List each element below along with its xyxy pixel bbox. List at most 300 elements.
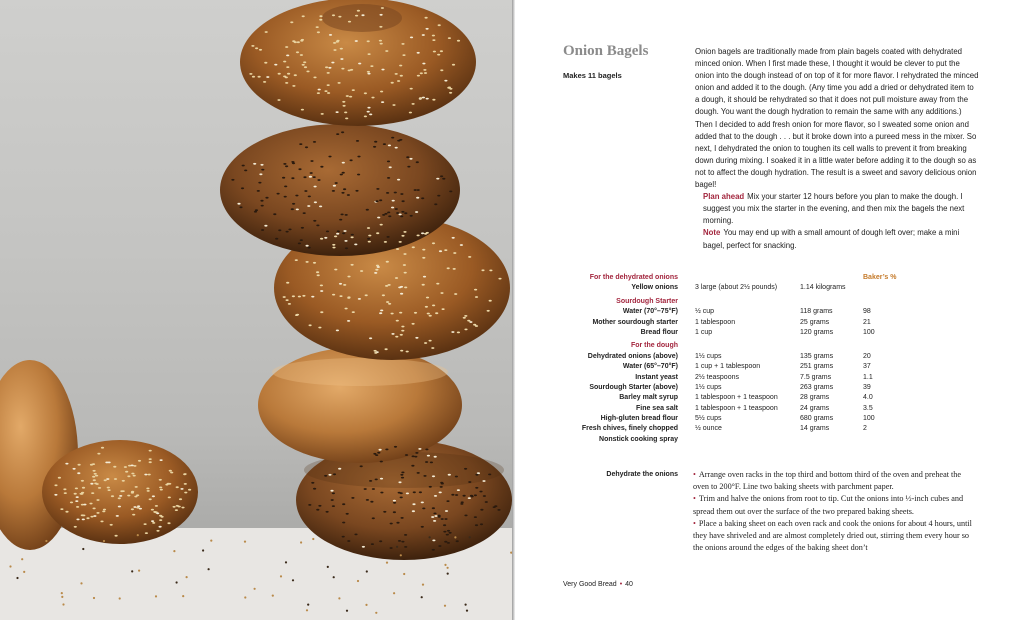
- seed-speck: [74, 493, 77, 495]
- seed-speck: [161, 516, 164, 518]
- seed-speck: [423, 276, 426, 278]
- ingredient-row: [515, 318, 1024, 328]
- recipe-intro: [695, 46, 979, 252]
- seed-speck: [291, 161, 294, 163]
- seed-speck: [400, 75, 403, 77]
- ingredient-row: [515, 393, 1024, 403]
- seed-speck: [367, 40, 370, 42]
- ingredient-volume: 5½ cups: [695, 415, 722, 423]
- seed-speck: [316, 509, 319, 511]
- seed-speck: [114, 478, 117, 480]
- scattered-seed: [103, 540, 105, 542]
- seed-speck: [242, 165, 245, 167]
- seed-speck: [76, 506, 79, 508]
- seed-speck: [400, 492, 403, 494]
- seed-speck: [432, 540, 435, 542]
- seed-speck: [402, 54, 405, 56]
- seed-speck: [341, 214, 344, 216]
- seed-speck: [184, 483, 187, 485]
- seed-speck: [309, 324, 312, 326]
- seed-speck: [108, 462, 111, 464]
- seed-speck: [448, 474, 451, 476]
- seed-speck: [264, 225, 267, 227]
- seed-speck: [410, 88, 413, 90]
- seed-speck: [383, 143, 386, 145]
- seed-speck: [382, 294, 385, 296]
- seed-speck: [412, 510, 415, 512]
- seed-speck: [379, 540, 382, 542]
- scattered-seed: [138, 570, 140, 572]
- seed-speck: [367, 111, 370, 113]
- seed-speck: [356, 140, 359, 142]
- seed-speck: [374, 272, 377, 274]
- seed-speck: [320, 290, 323, 292]
- seed-speck: [400, 350, 403, 352]
- seed-speck: [398, 481, 401, 483]
- scattered-seed: [306, 609, 308, 611]
- seed-speck: [154, 511, 157, 513]
- seed-speck: [347, 540, 350, 542]
- seed-speck: [301, 227, 304, 229]
- seed-speck: [429, 486, 432, 488]
- seed-speck: [299, 143, 302, 145]
- seed-speck: [100, 521, 103, 523]
- seed-speck: [421, 502, 424, 504]
- seed-speck: [367, 107, 370, 109]
- seed-speck: [298, 296, 301, 298]
- seed-speck: [420, 72, 423, 74]
- seed-speck: [481, 269, 484, 271]
- seed-speck: [65, 463, 68, 465]
- seed-speck: [306, 261, 309, 263]
- seed-speck: [443, 531, 446, 533]
- scattered-seed: [365, 604, 367, 606]
- seed-speck: [493, 506, 496, 508]
- seed-speck: [184, 492, 187, 494]
- bagel-2-everything: [220, 124, 460, 256]
- seed-speck: [328, 67, 331, 69]
- seed-speck: [332, 505, 335, 507]
- seed-speck: [342, 232, 345, 234]
- seed-speck: [339, 283, 342, 285]
- seed-speck: [348, 70, 351, 72]
- seed-speck: [384, 241, 387, 243]
- seed-speck: [290, 21, 293, 23]
- seed-speck: [444, 80, 447, 82]
- scattered-seed: [292, 579, 294, 581]
- scattered-seed: [93, 597, 95, 599]
- seed-speck: [410, 37, 413, 39]
- scattered-seed: [155, 595, 157, 597]
- seed-speck: [313, 141, 316, 143]
- seed-speck: [354, 534, 357, 536]
- seed-speck: [375, 200, 378, 202]
- seed-speck: [417, 472, 420, 474]
- seed-speck: [122, 490, 125, 492]
- seed-speck: [139, 508, 142, 510]
- seed-speck: [403, 231, 406, 233]
- seed-speck: [360, 465, 363, 467]
- seed-speck: [284, 196, 287, 198]
- seed-speck: [395, 336, 398, 338]
- seed-speck: [320, 311, 323, 313]
- seed-speck: [369, 337, 372, 339]
- seed-speck: [391, 137, 394, 139]
- seed-speck: [264, 62, 267, 64]
- seed-speck: [387, 161, 390, 163]
- seed-speck: [332, 244, 335, 246]
- method-step-text: Place a baking sheet on each oven rack and cook the onions for about 4 hours, until they have shriveled and are almost completely dried out, stirring them every hour so the onions around the edges of the baking sheet don’t: [693, 518, 972, 553]
- seed-speck: [343, 188, 346, 190]
- seed-speck: [394, 446, 397, 448]
- ingredient-row: [515, 424, 1024, 434]
- seed-speck: [151, 520, 154, 522]
- seed-speck: [303, 212, 306, 214]
- seed-speck: [147, 490, 150, 492]
- seed-speck: [125, 471, 128, 473]
- ingredient-subheading-row: [515, 341, 1024, 351]
- seed-speck: [393, 502, 396, 504]
- seed-speck: [305, 146, 308, 148]
- seed-speck: [284, 186, 287, 188]
- seed-speck: [173, 506, 176, 508]
- seed-speck: [434, 456, 437, 458]
- seed-speck: [303, 176, 306, 178]
- seed-speck: [78, 464, 81, 466]
- seed-speck: [432, 507, 435, 509]
- scattered-seed: [346, 610, 348, 612]
- ingredient-bakers-percent: 2: [863, 425, 867, 433]
- seed-speck: [400, 286, 403, 288]
- seed-speck: [469, 321, 472, 323]
- seed-speck: [463, 495, 466, 497]
- seed-speck: [383, 511, 386, 513]
- ingredient-metric: 7.5 grams: [800, 373, 832, 381]
- seed-speck: [376, 188, 379, 190]
- seed-speck: [371, 543, 374, 545]
- seed-speck: [277, 193, 280, 195]
- seed-speck: [306, 245, 309, 247]
- scattered-seed: [131, 570, 133, 572]
- seed-speck: [302, 15, 305, 17]
- seed-speck: [399, 214, 402, 216]
- seed-speck: [379, 449, 382, 451]
- ingredient-metric: 263 grams: [800, 383, 834, 391]
- seed-speck: [361, 14, 364, 16]
- seed-speck: [396, 212, 399, 214]
- seed-speck: [422, 249, 425, 251]
- seed-speck: [429, 340, 432, 342]
- scattered-seed: [80, 582, 82, 584]
- ingredient-name: Instant yeast: [635, 373, 678, 381]
- scattered-seed: [465, 604, 467, 606]
- seed-speck: [368, 53, 371, 55]
- seed-speck: [440, 486, 443, 488]
- seed-speck: [160, 459, 163, 461]
- seed-speck: [110, 524, 113, 526]
- bakers-percent-heading: Baker’s %: [863, 274, 897, 281]
- seed-speck: [263, 81, 266, 83]
- seed-speck: [387, 212, 390, 214]
- seed-speck: [433, 520, 436, 522]
- seed-speck: [90, 483, 93, 485]
- seed-speck: [328, 156, 331, 158]
- seed-speck: [463, 317, 466, 319]
- seed-speck: [396, 320, 399, 322]
- seed-speck: [410, 215, 413, 217]
- seed-speck: [380, 14, 383, 16]
- seed-speck: [303, 61, 306, 63]
- seed-speck: [460, 244, 463, 246]
- seed-speck: [96, 483, 99, 485]
- seed-speck: [278, 73, 281, 75]
- seed-speck: [464, 515, 467, 517]
- seed-speck: [380, 478, 383, 480]
- seed-speck: [475, 524, 478, 526]
- seed-speck: [342, 101, 345, 103]
- seed-speck: [489, 270, 492, 272]
- seed-speck: [333, 42, 336, 44]
- seed-speck: [346, 513, 349, 515]
- seed-speck: [296, 209, 299, 211]
- seed-speck: [149, 498, 152, 500]
- seed-speck: [319, 19, 322, 21]
- seed-speck: [60, 508, 63, 510]
- seed-speck: [497, 509, 500, 511]
- ingredient-name: High-gluten bread flour: [600, 415, 678, 423]
- ingredient-header-row: [515, 273, 1024, 283]
- seed-speck: [169, 470, 172, 472]
- seed-speck: [404, 534, 407, 536]
- ingredient-metric: 28 grams: [800, 394, 830, 402]
- ingredient-bakers-percent: 39: [863, 383, 871, 391]
- seed-speck: [156, 530, 159, 532]
- seed-speck: [320, 166, 323, 168]
- seed-speck: [437, 195, 440, 197]
- seed-speck: [131, 465, 134, 467]
- seed-speck: [431, 347, 434, 349]
- seed-speck: [355, 40, 358, 42]
- seed-speck: [488, 474, 491, 476]
- seed-speck: [159, 526, 162, 528]
- seed-speck: [468, 256, 471, 258]
- ingredient-volume: 1 cup + 1 tablespoon: [695, 363, 761, 371]
- seed-speck: [391, 333, 394, 335]
- seed-speck: [381, 101, 384, 103]
- seed-speck: [373, 453, 376, 455]
- page-footer: [563, 581, 633, 588]
- ingredient-volume: 1 tablespoon + 1 teaspoon: [695, 404, 778, 412]
- seed-speck: [75, 500, 78, 502]
- seed-speck: [424, 342, 427, 344]
- seed-speck: [404, 212, 407, 214]
- ingredient-bakers-percent: 100: [863, 415, 875, 423]
- seed-speck: [54, 484, 57, 486]
- seed-speck: [314, 186, 317, 188]
- seed-speck: [326, 511, 329, 513]
- scattered-seed: [444, 605, 446, 607]
- seed-speck: [357, 156, 360, 158]
- seed-speck: [457, 489, 460, 491]
- seed-speck: [257, 190, 260, 192]
- footer-separator-icon: •: [619, 581, 623, 588]
- seed-speck: [386, 192, 389, 194]
- seed-speck: [347, 297, 350, 299]
- seed-speck: [188, 489, 191, 491]
- seed-speck: [324, 475, 327, 477]
- scattered-seed: [45, 540, 47, 542]
- seed-speck: [457, 40, 460, 42]
- bagel-hole: [322, 4, 402, 32]
- seed-speck: [260, 200, 263, 202]
- seed-speck: [103, 509, 106, 511]
- seed-speck: [457, 332, 460, 334]
- seed-speck: [449, 92, 452, 94]
- ingredient-name: Nonstick cooking spray: [599, 435, 678, 443]
- seed-speck: [351, 497, 354, 499]
- seed-speck: [432, 99, 435, 101]
- seed-speck: [422, 284, 425, 286]
- seed-speck: [369, 480, 372, 482]
- seed-speck: [261, 205, 264, 207]
- seed-speck: [300, 54, 303, 56]
- seed-speck: [342, 522, 345, 524]
- seed-speck: [336, 133, 339, 135]
- seed-speck: [97, 453, 100, 455]
- seed-speck: [138, 460, 141, 462]
- seed-speck: [170, 472, 173, 474]
- seed-speck: [133, 465, 136, 467]
- seed-speck: [479, 491, 482, 493]
- seed-speck: [374, 352, 377, 354]
- ingredient-row: [515, 373, 1024, 383]
- seed-speck: [159, 519, 162, 521]
- seed-speck: [351, 236, 354, 238]
- seed-speck: [127, 495, 130, 497]
- seed-speck: [313, 77, 316, 79]
- seed-speck: [341, 192, 344, 194]
- seed-speck: [254, 211, 257, 213]
- scattered-seed: [447, 567, 449, 569]
- seed-speck: [401, 326, 404, 328]
- seed-speck: [425, 306, 428, 308]
- seed-speck: [398, 540, 401, 542]
- seed-speck: [443, 524, 446, 526]
- seed-speck: [385, 285, 388, 287]
- seed-speck: [127, 475, 130, 477]
- seed-speck: [132, 514, 135, 516]
- seed-speck: [275, 238, 278, 240]
- seed-speck: [381, 69, 384, 71]
- seed-speck: [76, 496, 79, 498]
- recipe-page: [515, 0, 1024, 620]
- seed-speck: [283, 296, 286, 298]
- seed-speck: [386, 301, 389, 303]
- seed-speck: [367, 227, 370, 229]
- scattered-seed: [375, 612, 377, 614]
- seed-speck: [475, 325, 478, 327]
- seed-speck: [81, 480, 84, 482]
- seed-speck: [344, 112, 347, 114]
- seed-speck: [320, 285, 323, 287]
- seed-speck: [409, 112, 412, 114]
- seed-speck: [343, 284, 346, 286]
- seed-speck: [419, 97, 422, 99]
- seed-speck: [311, 296, 314, 298]
- seed-speck: [332, 294, 335, 296]
- seed-speck: [444, 249, 447, 251]
- seed-speck: [306, 71, 309, 73]
- seed-speck: [252, 76, 255, 78]
- seed-speck: [364, 116, 367, 118]
- seed-speck: [146, 488, 149, 490]
- seed-speck: [91, 492, 94, 494]
- seed-speck: [96, 512, 99, 514]
- seed-speck: [423, 69, 426, 71]
- seed-speck: [338, 16, 341, 18]
- seed-speck: [358, 63, 361, 65]
- seed-speck: [300, 239, 303, 241]
- seed-speck: [431, 516, 434, 518]
- scattered-seed: [186, 576, 188, 578]
- seed-speck: [380, 91, 383, 93]
- scattered-seed: [400, 554, 402, 556]
- ingredient-name: Water (70°–75°F): [622, 308, 678, 316]
- seed-speck: [399, 241, 402, 243]
- seed-speck: [111, 495, 114, 497]
- seed-speck: [352, 311, 355, 313]
- seed-speck: [355, 190, 358, 192]
- seed-speck: [285, 46, 288, 48]
- seed-speck: [320, 238, 323, 240]
- seed-speck: [93, 470, 96, 472]
- seed-speck: [393, 500, 396, 502]
- seed-speck: [86, 517, 89, 519]
- seed-speck: [327, 92, 330, 94]
- seed-speck: [455, 476, 458, 478]
- seed-speck: [334, 269, 337, 271]
- seed-speck: [404, 546, 407, 548]
- seed-speck: [432, 305, 435, 307]
- seed-speck: [412, 503, 415, 505]
- seed-speck: [439, 492, 442, 494]
- seed-speck: [313, 488, 316, 490]
- seed-speck: [385, 348, 388, 350]
- seed-speck: [400, 293, 403, 295]
- seed-speck: [74, 526, 77, 528]
- scattered-seed: [202, 549, 204, 551]
- seed-speck: [360, 270, 363, 272]
- seed-speck: [444, 541, 447, 543]
- ingredient-metric: 25 grams: [800, 318, 830, 326]
- seed-speck: [395, 208, 398, 210]
- seed-speck: [357, 10, 360, 12]
- seed-speck: [401, 43, 404, 45]
- seed-speck: [440, 482, 443, 484]
- seed-speck: [349, 96, 352, 98]
- seed-speck: [332, 247, 335, 249]
- note-text: You may end up with a small amount of dough left over; make a mini bagel, perfect for snacking.: [703, 228, 960, 250]
- seed-speck: [131, 491, 134, 493]
- seed-speck: [292, 203, 295, 205]
- seed-speck: [391, 313, 394, 315]
- seed-speck: [437, 54, 440, 56]
- seed-speck: [345, 118, 348, 120]
- seed-speck: [176, 486, 179, 488]
- ingredient-subheading-row: [515, 297, 1024, 307]
- seed-speck: [414, 312, 417, 314]
- seed-speck: [474, 289, 477, 291]
